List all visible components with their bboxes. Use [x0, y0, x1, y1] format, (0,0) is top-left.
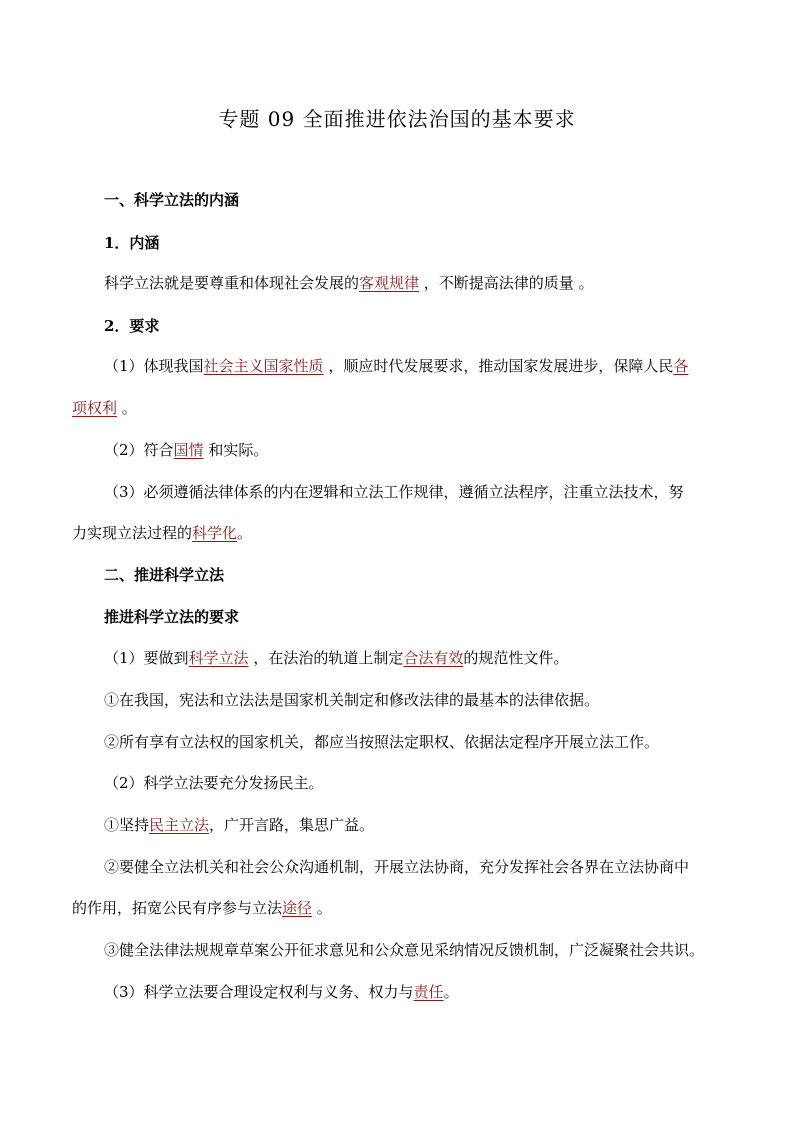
text-run: ，在法治的轨道上制定: [248, 649, 404, 667]
item-2b-line-2: [72, 897, 732, 918]
keyword-scientific: 科学化: [192, 524, 238, 542]
text-run: 和实际。: [203, 441, 269, 459]
section-heading-1: 一、科学立法的内涵: [104, 191, 240, 209]
item-2a: [104, 814, 764, 835]
requirement-3-line-2: [72, 522, 732, 543]
requirement-1-line-2: [72, 397, 732, 418]
keyword-legal-effective: 合法有效: [403, 649, 464, 667]
item-1a: ①在我国，宪法和立法法是国家机关制定和修改法律的最基本的法律依据。: [104, 691, 600, 709]
item-2: （2）科学立法要充分发扬民主。: [104, 774, 324, 792]
keyword-rights-part-2: 项权利: [72, 399, 118, 417]
text-run: 。: [312, 899, 332, 917]
requirement-3-line-1: （3）必须遵循法律体系的内在逻辑和立法工作规律，遵循立法程序，注重立法技术，努: [104, 483, 684, 501]
text-run: ，顺应时代发展要求，推动国家发展进步，保障人民: [323, 357, 674, 375]
item-2b-line-1: ②要健全立法机关和社会公众沟通机制，开展立法协商，充分发挥社会各界在立法协商中: [104, 858, 690, 876]
requirement-1-line-1: [104, 355, 764, 376]
subheading-content: 1．内涵: [104, 234, 160, 252]
paragraph-definition: [104, 272, 764, 293]
keyword-democratic-legislation: 民主立法: [149, 816, 210, 834]
section-heading-2: 二、推进科学立法: [104, 566, 225, 584]
keyword-socialist-nature: 社会主义国家性质: [203, 357, 324, 375]
text-run: （1）体现我国: [104, 357, 204, 375]
text-run: 。: [117, 399, 137, 417]
text-run: 的规范性文件。: [463, 649, 569, 667]
keyword-national-conditions: 国情: [173, 441, 204, 459]
subheading-requirements: 2．要求: [104, 317, 160, 335]
item-1b: ②所有享有立法权的国家机关，都应当按照法定职权、依据法定程序开展立法工作。: [104, 733, 660, 751]
text-run: 科学立法就是要尊重和体现社会发展的: [104, 274, 360, 292]
requirement-2: [104, 439, 764, 460]
keyword-objective-laws: 客观规律: [359, 274, 420, 292]
text-run: 力实现立法过程的: [72, 524, 193, 542]
text-run: 的作用，拓宽公民有序参与立法: [72, 899, 283, 917]
text-run: ，广开言路，集思广益。: [209, 816, 375, 834]
text-run: 。: [237, 524, 253, 542]
item-1: [104, 647, 764, 668]
text-run: （2）符合: [104, 441, 174, 459]
subheading-promote: 推进科学立法的要求: [104, 608, 240, 626]
item-3: [104, 981, 764, 1002]
keyword-channels: 途径: [282, 899, 313, 917]
text-run: 。: [443, 983, 459, 1001]
keyword-rights-part-1: 各: [673, 357, 689, 375]
keyword-scientific-legislation: 科学立法: [188, 649, 249, 667]
item-2c: ③健全法律法规规章草案公开征求意见和公众意见采纳情况反馈机制，广泛凝聚社会共识。: [104, 941, 705, 959]
page-title: 专题 09 全面推进依法治国的基本要求: [218, 107, 576, 131]
text-run: （1）要做到: [104, 649, 189, 667]
text-run: ，不断提高法律的质量 。: [419, 274, 594, 292]
keyword-responsibility: 责任: [413, 983, 444, 1001]
text-run: ①坚持: [104, 816, 150, 834]
text-run: （3）科学立法要合理设定权利与义务、权力与: [104, 983, 414, 1001]
